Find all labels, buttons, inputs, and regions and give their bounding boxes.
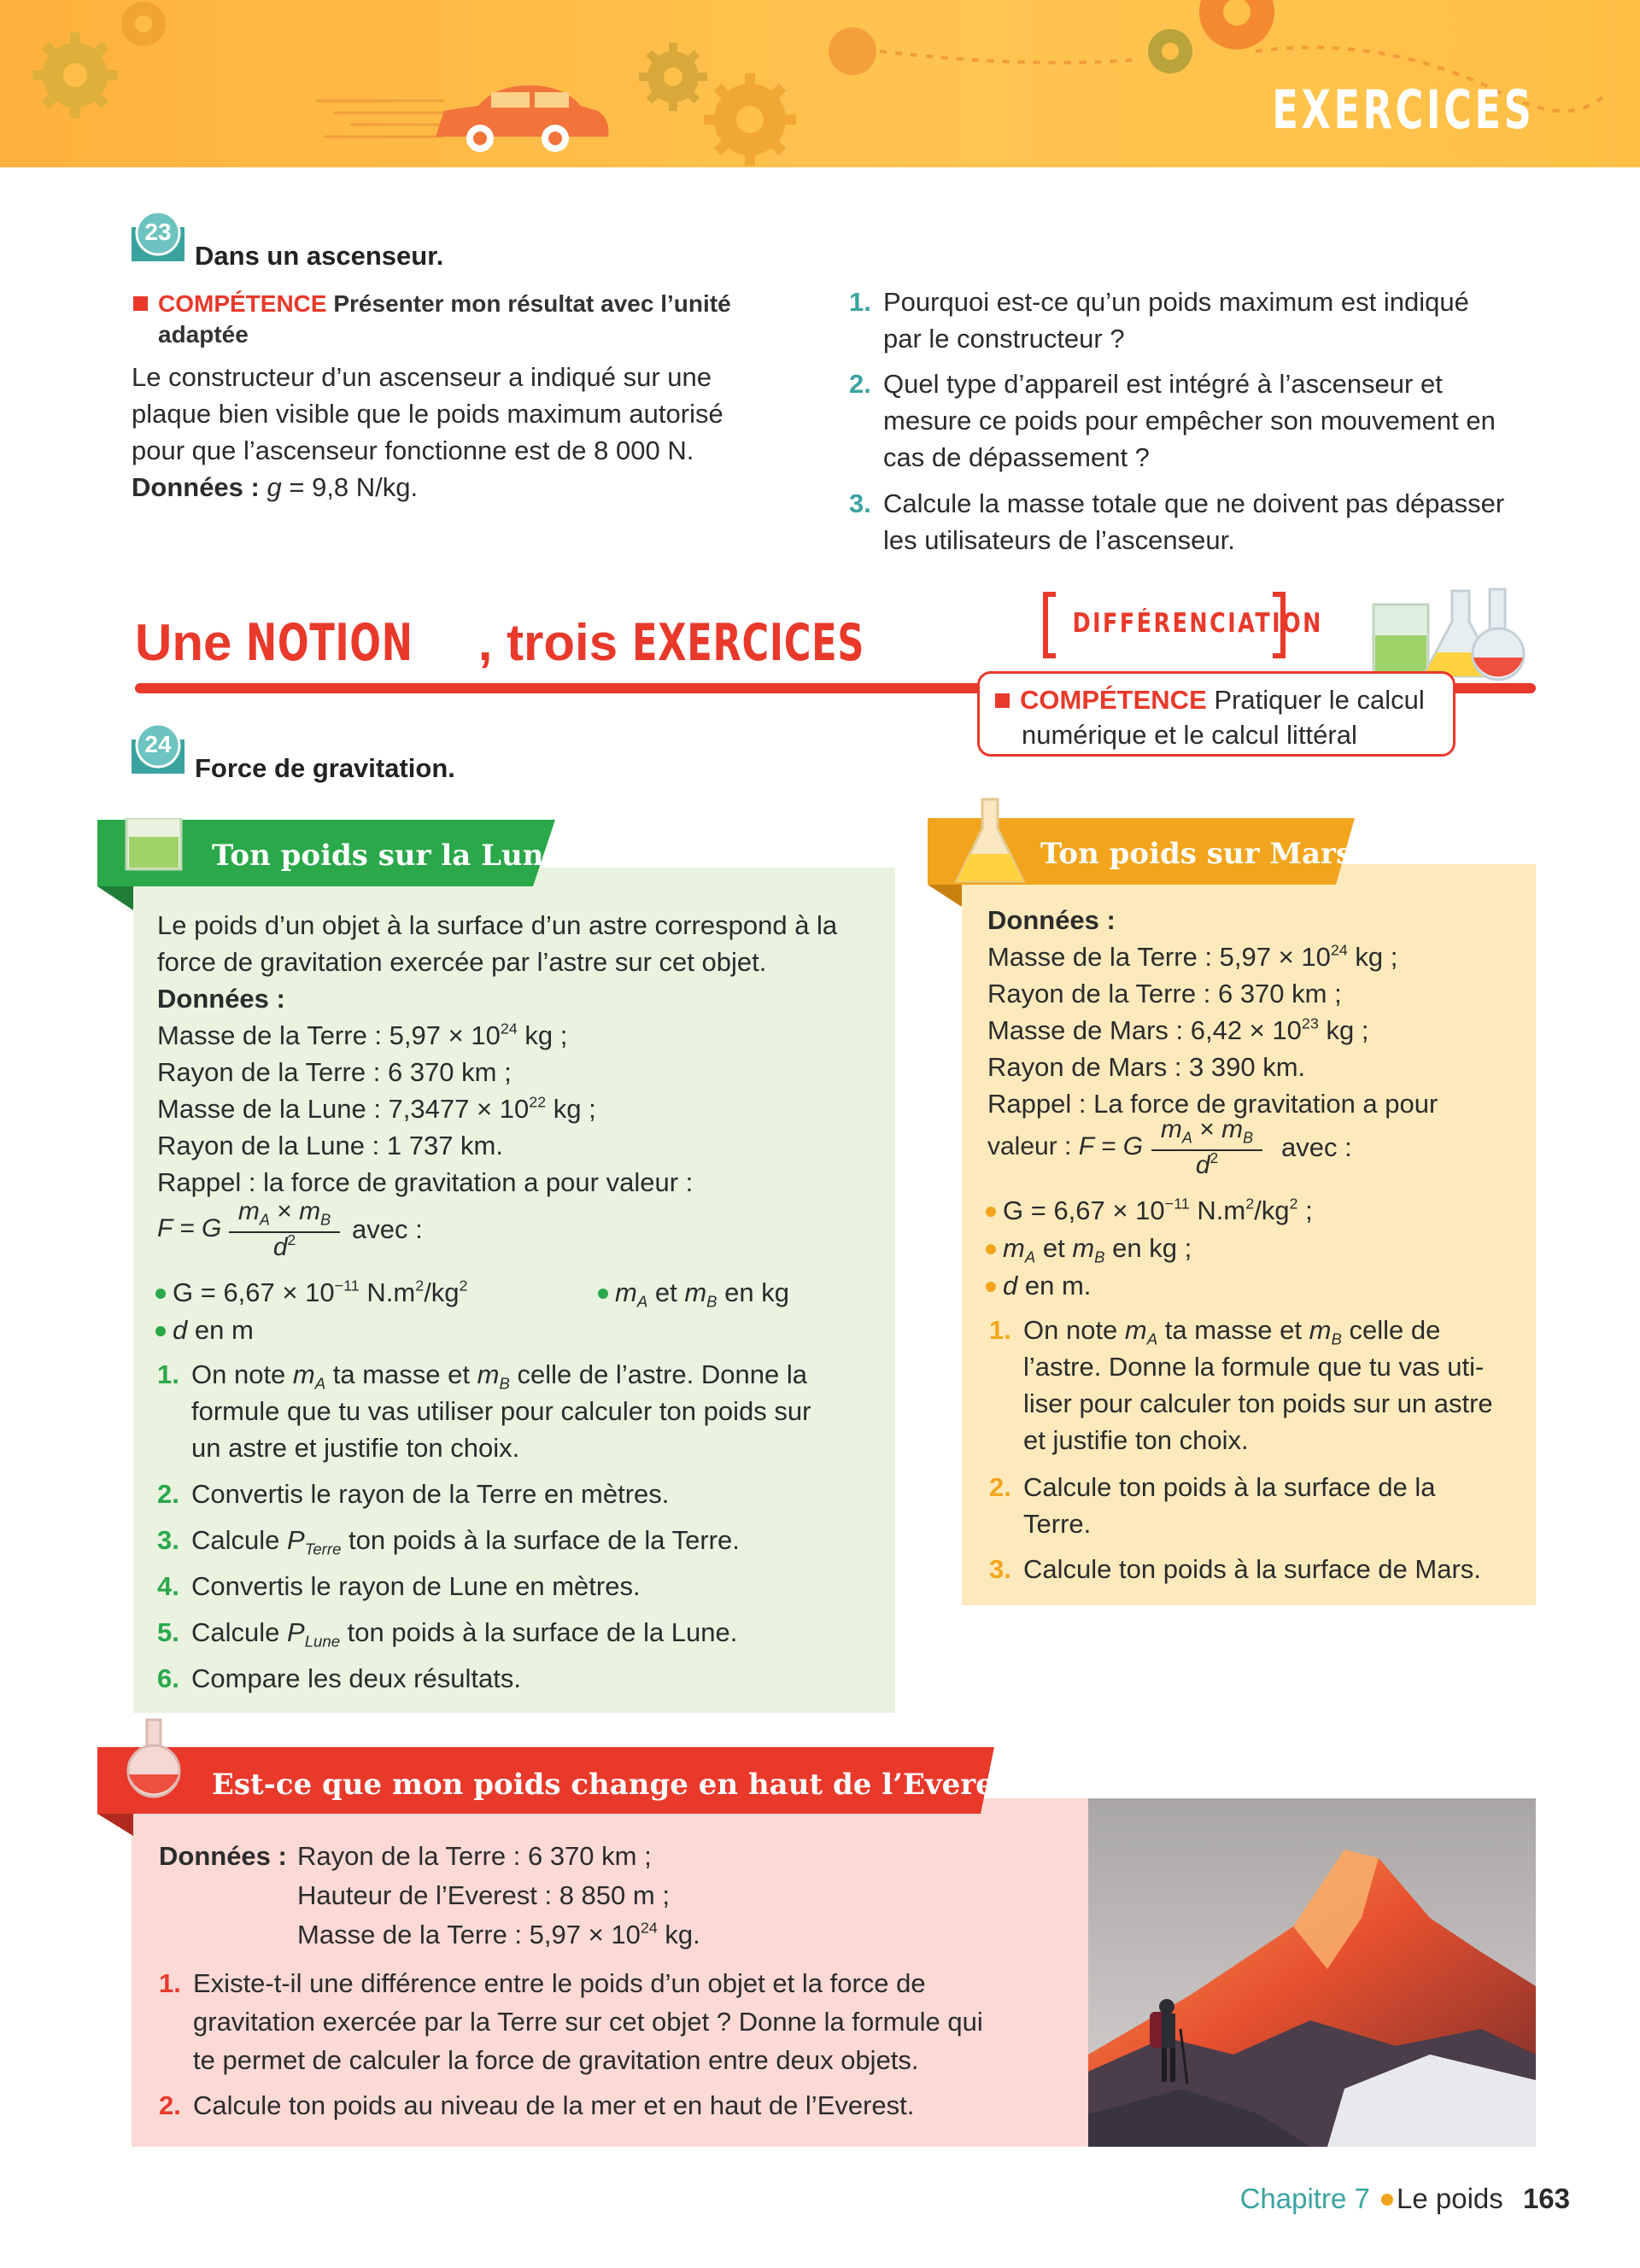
competence-line xyxy=(133,289,782,319)
competence-label: COMPÉTENCE xyxy=(158,290,327,317)
question-text: Convertis le rayon de Lune en mètres. xyxy=(191,1571,641,1601)
question-text: et justifie ton choix. xyxy=(1023,1425,1249,1455)
subscript: B xyxy=(320,1211,331,1229)
text: kg ; xyxy=(546,1094,596,1124)
exponent: 24 xyxy=(640,1919,658,1937)
var-m: m xyxy=(1309,1315,1332,1345)
text: G = 6,67 × 10 xyxy=(173,1277,335,1307)
bullet-dot-icon xyxy=(155,1326,166,1336)
everest-data xyxy=(297,1838,700,1953)
question-item xyxy=(157,1522,892,1558)
text: G = 6,67 × 10 xyxy=(1003,1195,1165,1225)
data-line: Rayon de la Lune : 1 737 km. xyxy=(157,1131,503,1160)
page-footer xyxy=(1240,2183,1570,2215)
lab-glassware-icon xyxy=(1370,587,1532,681)
question-text: Calcule ton poids à la surface de la xyxy=(1023,1472,1436,1502)
question-number: 2. xyxy=(157,1479,179,1509)
question-text: Pourquoi est-ce qu’un poids maximum est indiqué xyxy=(883,287,1469,317)
var-m: m xyxy=(615,1277,637,1307)
topic-label: Le poids xyxy=(1397,2183,1503,2214)
mars-content xyxy=(987,902,1534,1122)
exercise-title: Dans un ascenseur. xyxy=(195,241,444,271)
donnees-label: Données : xyxy=(987,905,1116,935)
bullet-dot-icon xyxy=(986,1244,996,1254)
subscript: A xyxy=(1146,1330,1158,1348)
question-text: Quel type d’appareil est intégré à l’ascenseur et xyxy=(883,369,1443,399)
text: ; xyxy=(1297,1195,1313,1225)
exponent: 2 xyxy=(287,1230,296,1248)
formula-numerator xyxy=(1151,1115,1262,1147)
question-item xyxy=(989,1312,1536,1458)
question-number: 6. xyxy=(157,1663,179,1693)
text: ta masse et xyxy=(325,1359,477,1389)
exponent: 22 xyxy=(529,1093,547,1111)
gear-icon xyxy=(639,43,707,111)
question-text: Compare les deux résultats. xyxy=(191,1663,521,1693)
subscript: Lune xyxy=(304,1632,341,1651)
text: Masse de la Terre : 5,97 × 10 xyxy=(297,1920,641,1949)
intro-line: Le poids d’un objet à la surface d’un astre correspond à la xyxy=(157,910,838,940)
question-text: formule que tu vas utiliser pour calculer ton poids sur xyxy=(191,1396,811,1426)
question-item xyxy=(159,2087,1081,2124)
bullet-dot-icon xyxy=(1381,2194,1393,2206)
competence-label: COMPÉTENCE xyxy=(1020,685,1207,715)
question-text xyxy=(191,1614,892,1651)
text: kg. xyxy=(657,1920,700,1949)
question-number: 2. xyxy=(989,1472,1011,1502)
intro-line: pour que l’ascenseur fonctionne est de 8 000 N. xyxy=(132,435,694,465)
question-number: 5. xyxy=(157,1617,179,1647)
question-text xyxy=(191,1356,892,1393)
formula-denominator xyxy=(1151,1151,1262,1180)
title-part: NOTION xyxy=(246,613,413,673)
subscript: B xyxy=(706,1292,718,1311)
competence-box xyxy=(977,671,1456,757)
question-number: 2. xyxy=(849,369,871,399)
text: en kg xyxy=(717,1277,790,1307)
question-item xyxy=(159,1964,1081,2079)
text: celle de xyxy=(1341,1315,1441,1345)
section-title: EXERCICES xyxy=(1272,79,1534,141)
data-line: Rayon de Mars : 3 390 km. xyxy=(987,1052,1306,1082)
text: et xyxy=(647,1277,685,1307)
data-line xyxy=(157,1090,883,1127)
subscript: A xyxy=(259,1211,270,1229)
bullet-d xyxy=(155,1312,254,1348)
bullet-dot-icon xyxy=(986,1207,996,1217)
differenciation-label: DIFFÉRENCIATION xyxy=(1072,608,1323,639)
question-item xyxy=(849,485,1549,558)
question-item xyxy=(849,284,1549,357)
text: /kg xyxy=(1254,1195,1290,1225)
everest-heading: Est-ce que mon poids change en haut de l’Everest ? xyxy=(212,1768,1051,1802)
exponent: 23 xyxy=(1301,1014,1319,1032)
question-number: 1. xyxy=(989,1315,1011,1345)
page-number: 163 xyxy=(1522,2183,1570,2214)
question-number: 1. xyxy=(159,1968,181,1998)
var-g: g xyxy=(266,472,282,502)
var-d: d xyxy=(173,1315,188,1345)
exponent: 24 xyxy=(1330,941,1348,959)
question-item xyxy=(157,1356,892,1466)
data-line: Hauteur de l’Everest : 8 850 m ; xyxy=(297,1880,670,1910)
question-item xyxy=(989,1551,1536,1587)
donnees-label: Données : xyxy=(157,984,285,1014)
gear-icon xyxy=(704,73,796,166)
bullet-g xyxy=(986,1192,1313,1229)
question-text xyxy=(191,1522,892,1558)
text: valeur : xyxy=(987,1132,1079,1160)
question-text: cas de dépassement ? xyxy=(883,442,1150,472)
formula-denominator xyxy=(229,1230,340,1262)
question-text: te permet de calculer la force de gravitation entre deux objets. xyxy=(193,2045,919,2075)
data-line xyxy=(987,938,1534,975)
question-item xyxy=(157,1476,892,1512)
question-number: 4. xyxy=(157,1571,179,1601)
var-p: P xyxy=(287,1617,305,1647)
formula-avec: avec : xyxy=(352,1214,423,1244)
question-text: liser pour calculer ton poids sur un astre xyxy=(1023,1388,1493,1418)
subscript: B xyxy=(1331,1330,1342,1348)
var-m: m xyxy=(1160,1115,1182,1143)
var-m: m xyxy=(477,1359,500,1389)
car-icon xyxy=(436,85,609,152)
exponent: −11 xyxy=(334,1277,360,1295)
question-text xyxy=(1023,1312,1536,1348)
question-number: 3. xyxy=(157,1525,179,1555)
exponent: 2 xyxy=(459,1277,468,1295)
text: en kg ; xyxy=(1104,1233,1192,1263)
bullet-dot-icon xyxy=(986,1282,996,1292)
text: N.m xyxy=(359,1277,416,1307)
subscript: A xyxy=(1024,1248,1036,1266)
question-text: un astre et justifie ton choix. xyxy=(191,1433,520,1463)
text: Masse de Mars : 6,42 × 10 xyxy=(987,1015,1302,1045)
question-text: les utilisateurs de l’ascenseur. xyxy=(883,525,1235,555)
subscript: A xyxy=(314,1374,326,1393)
bullet-square-icon xyxy=(995,693,1010,708)
text: Masse de la Terre : 5,97 × 10 xyxy=(157,1020,501,1050)
exercise-number: 23 xyxy=(144,219,172,245)
text: kg ; xyxy=(517,1020,568,1050)
text: en m. xyxy=(1017,1271,1092,1301)
question-text: Convertis le rayon de la Terre en mètres. xyxy=(191,1479,670,1509)
subscript: A xyxy=(1181,1129,1192,1147)
rappel-line: Rappel : la force de gravitation a pour valeur : xyxy=(157,1167,694,1197)
text: Calcule xyxy=(191,1525,287,1555)
question-text: Calcule ton poids à la surface de Mars. xyxy=(1023,1554,1481,1584)
var-d: d xyxy=(1195,1151,1210,1179)
lune-heading: Ton poids sur la Lune xyxy=(212,839,563,873)
donnees-line xyxy=(132,469,815,506)
exponent: 2 xyxy=(415,1277,425,1295)
text: /kg xyxy=(424,1277,460,1307)
question-item xyxy=(157,1660,892,1697)
donnees-label: Données : xyxy=(159,1841,287,1871)
question-item xyxy=(157,1568,892,1605)
question-number: 3. xyxy=(849,488,871,518)
title-part: EXERCICES xyxy=(631,613,864,673)
text: On note xyxy=(191,1359,293,1389)
var-m: m xyxy=(1124,1315,1147,1345)
question-text: Calcule ton poids au niveau de la mer et en haut de l’Everest. xyxy=(193,2090,915,2120)
header-banner xyxy=(0,0,1640,167)
data-line xyxy=(157,1017,883,1054)
text: ta masse et xyxy=(1157,1315,1309,1345)
notion-title xyxy=(135,613,955,673)
var-p: P xyxy=(287,1525,305,1555)
var-m: m xyxy=(237,1197,260,1225)
donnees-label: Données : xyxy=(132,472,260,502)
formula-avec: avec : xyxy=(1281,1132,1352,1162)
gear-icon xyxy=(32,32,118,118)
text: On note xyxy=(1023,1315,1125,1345)
var-m: m xyxy=(1072,1233,1095,1263)
text: celle de l’astre. Donne la xyxy=(509,1359,807,1389)
intro-line: force de gravitation exercée par l’astre sur cet objet. xyxy=(157,947,767,977)
question-text: mesure ce poids pour empêcher son mouvement en xyxy=(883,406,1496,435)
rappel-line: Rappel : La force de gravitation a pour xyxy=(987,1089,1438,1119)
question-number: 3. xyxy=(989,1554,1011,1584)
var-m: m xyxy=(684,1277,707,1307)
text: kg ; xyxy=(1347,942,1398,972)
formula-lhs: F = G xyxy=(1078,1132,1144,1160)
formula-lhs: F = G xyxy=(157,1214,222,1242)
var-m: m xyxy=(1221,1115,1244,1143)
bullet-masses xyxy=(986,1230,1192,1266)
competence-text: Présenter mon résultat avec l’unité xyxy=(333,290,731,317)
text: ton poids à la surface de la Lune. xyxy=(340,1617,738,1647)
gear-icon xyxy=(1199,0,1274,50)
text: N.m xyxy=(1189,1195,1246,1225)
data-line: Rayon de la Terre : 6 370 km ; xyxy=(157,1057,512,1087)
question-number: 1. xyxy=(849,287,871,317)
text: Masse de la Lune : 7,3477 × 10 xyxy=(157,1094,530,1124)
competence-text: Pratiquer le calcul xyxy=(1214,685,1425,715)
bullet-d xyxy=(986,1267,1091,1304)
mars-heading: Ton poids sur Mars xyxy=(1040,837,1353,871)
data-line xyxy=(987,1012,1534,1049)
intro-line: Le constructeur d’un ascenseur a indiqué sur une xyxy=(132,362,712,392)
exercise-number: 24 xyxy=(144,731,172,757)
subscript: Terre xyxy=(304,1540,342,1558)
question-item xyxy=(989,1469,1536,1542)
exponent: 24 xyxy=(500,1020,518,1038)
var-d: d xyxy=(1003,1271,1018,1301)
exponent: 2 xyxy=(1289,1195,1298,1213)
bullet-dot-icon xyxy=(155,1289,166,1299)
gear-icon xyxy=(121,2,166,46)
question-item xyxy=(849,365,1549,476)
exponent: −11 xyxy=(1164,1195,1190,1213)
question-number: 1. xyxy=(157,1359,179,1389)
data-line: Rayon de la Terre : 6 370 km ; xyxy=(297,1841,652,1871)
title-part: , trois xyxy=(477,614,632,671)
chapter-label: Chapitre 7 xyxy=(1239,2183,1370,2214)
gear-icon xyxy=(1148,29,1192,73)
bullet-masses xyxy=(598,1274,789,1311)
donnees-value: = 9,8 N/kg. xyxy=(289,472,419,502)
question-item xyxy=(157,1614,892,1651)
formula-valeur xyxy=(987,1132,1143,1161)
text: Calcule xyxy=(191,1617,287,1647)
var-m: m xyxy=(292,1359,315,1389)
question-text: par le constructeur ? xyxy=(883,324,1125,354)
title-part: Une xyxy=(135,614,247,671)
bullet-g xyxy=(155,1274,468,1311)
formula-numerator xyxy=(229,1197,340,1229)
text: Masse de la Terre : 5,97 × 10 xyxy=(987,942,1331,972)
var-m: m xyxy=(299,1197,321,1225)
lune-content xyxy=(157,907,883,1201)
question-text: gravitation exercée par la Terre sur cet objet ? Donne la formule qui xyxy=(193,2007,983,2037)
text: en m xyxy=(187,1315,254,1345)
var-m: m xyxy=(1003,1233,1025,1263)
text: et xyxy=(1035,1233,1073,1263)
times: × xyxy=(1192,1115,1222,1143)
competence-text-cont: adaptée xyxy=(158,321,249,348)
data-line xyxy=(297,1916,700,1953)
subscript: B xyxy=(499,1374,510,1393)
question-text: l’astre. Donne la formule que tu vas uti- xyxy=(1023,1352,1485,1382)
times: × xyxy=(269,1197,300,1225)
subscript: B xyxy=(1243,1129,1254,1147)
exponent: 2 xyxy=(1245,1195,1255,1213)
text: kg ; xyxy=(1318,1015,1369,1045)
data-line: Rayon de la Terre : 6 370 km ; xyxy=(987,979,1342,1008)
everest-donnees-label xyxy=(159,1838,287,1874)
question-number: 2. xyxy=(159,2090,181,2120)
exercise-title: Force de gravitation. xyxy=(195,753,455,783)
text: ton poids à la surface de la Terre. xyxy=(341,1525,740,1555)
everest-photo xyxy=(1088,1798,1536,2147)
subscript: A xyxy=(636,1292,648,1311)
ex23-intro xyxy=(132,359,815,506)
question-text: Existe-t-il une différence entre le poids d’un objet et la force de xyxy=(193,1968,926,1998)
subscript: B xyxy=(1094,1248,1105,1266)
competence-text: numérique et le calcul littéral xyxy=(1022,720,1357,750)
var-d: d xyxy=(272,1233,288,1261)
exponent: 2 xyxy=(1210,1149,1219,1166)
question-text: Terre. xyxy=(1023,1509,1092,1539)
intro-line: plaque bien visible que le poids maximum autorisé xyxy=(132,399,723,429)
bullet-square-icon xyxy=(133,296,148,311)
bullet-dot-icon xyxy=(598,1289,608,1299)
question-text: Calcule la masse totale que ne doivent pas dépasser xyxy=(883,488,1505,518)
